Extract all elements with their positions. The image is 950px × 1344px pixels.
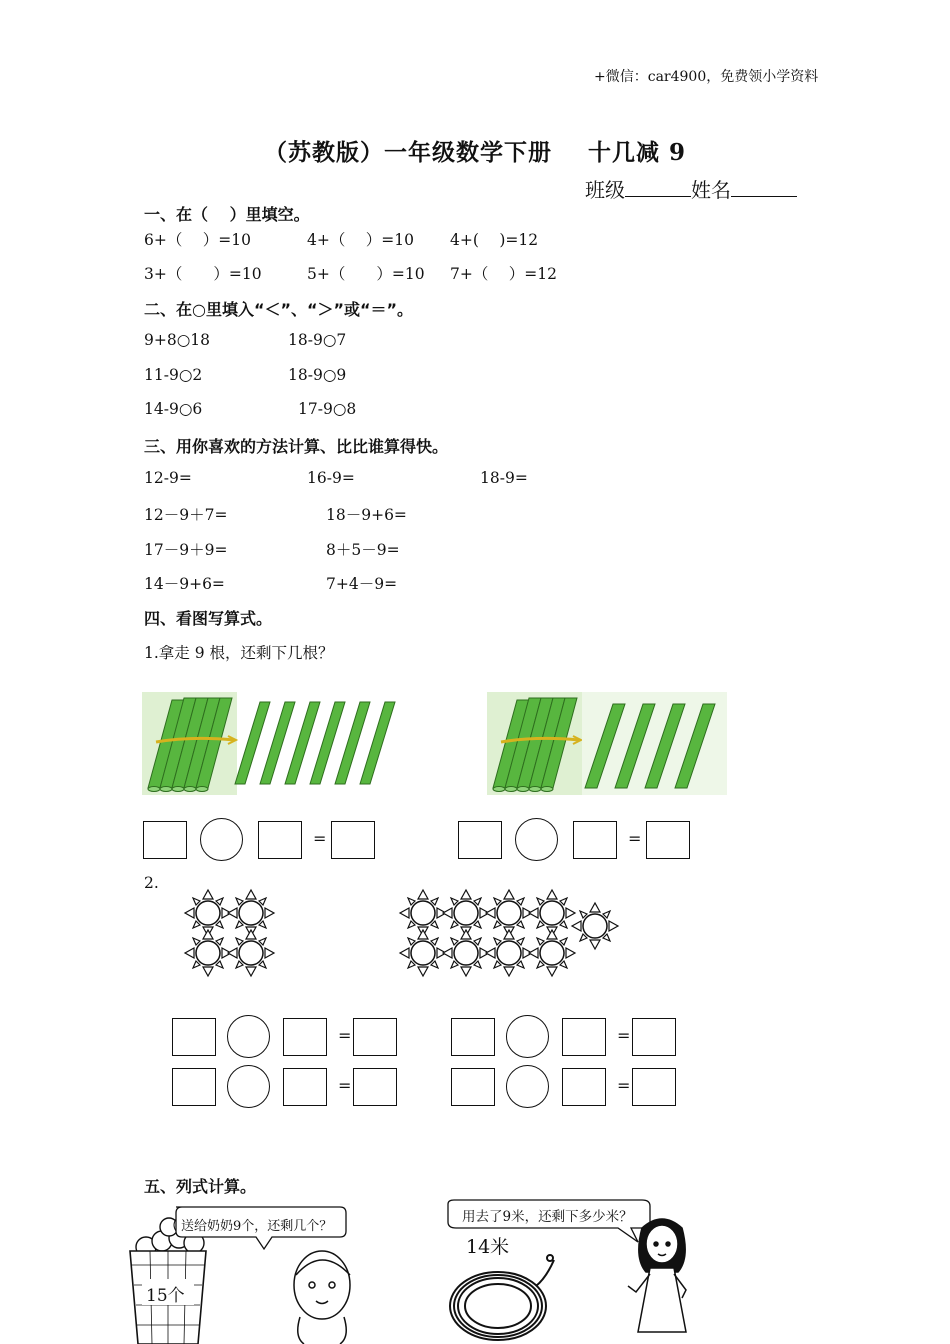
operator-circle[interactable] — [200, 818, 243, 861]
class-name-fields — [585, 174, 797, 203]
section-1-title: 一、在（ ）里填空。 — [144, 205, 310, 224]
answer-box[interactable] — [646, 821, 690, 859]
equals-sign: = — [338, 1076, 352, 1095]
loose-sticks — [235, 702, 395, 784]
answer-box[interactable] — [458, 821, 502, 859]
basket-label: 15个 — [146, 1286, 185, 1306]
s2-item: 17-9○8 — [298, 400, 357, 418]
name-label: 姓名 — [691, 178, 731, 202]
sun-icon — [486, 930, 532, 976]
bubble-text-1: 送给奶奶9个，还剩几个？ — [181, 1219, 333, 1234]
operator-circle[interactable] — [227, 1015, 270, 1058]
answer-box[interactable] — [283, 1068, 327, 1106]
s2-item: 18-9○7 — [288, 331, 347, 349]
answer-box[interactable] — [172, 1018, 216, 1056]
s1-item: 5+（ ）=10 — [307, 265, 425, 283]
sun-group-right — [395, 888, 625, 978]
sticks-picture-left — [142, 692, 404, 795]
answer-box[interactable] — [258, 821, 302, 859]
rope-coil-icon — [450, 1255, 554, 1340]
equals-sign: = — [617, 1076, 631, 1095]
operator-circle[interactable] — [506, 1015, 549, 1058]
name-blank[interactable] — [731, 178, 797, 197]
page-title — [264, 134, 686, 167]
s3-item: 8＋5－9= — [326, 541, 400, 559]
sun-icon — [185, 930, 231, 976]
answer-box[interactable] — [172, 1068, 216, 1106]
answer-box[interactable] — [353, 1068, 397, 1106]
s3-item: 18-9= — [480, 469, 528, 487]
section-3-title: 三、用你喜欢的方法计算、比比谁算得快。 — [144, 437, 449, 456]
s3-item: 12－9＋7= — [144, 506, 228, 524]
section-5-title: 五、列式计算。 — [144, 1177, 257, 1196]
operator-circle[interactable] — [506, 1065, 549, 1108]
girl-icon — [628, 1219, 686, 1332]
sun-icon — [443, 930, 489, 976]
girl-icon — [294, 1251, 350, 1344]
equals-sign: = — [628, 829, 642, 848]
sun-icon — [400, 930, 446, 976]
answer-box[interactable] — [331, 821, 375, 859]
sun-icon — [572, 903, 618, 949]
answer-box[interactable] — [632, 1068, 676, 1106]
s3-item: 12-9= — [144, 469, 192, 487]
s3-item: 18－9+6= — [326, 506, 407, 524]
q2-text: 2. — [144, 874, 159, 892]
answer-box[interactable] — [632, 1018, 676, 1056]
title-main: （苏教版）一年级数学下册 — [264, 139, 552, 166]
class-blank[interactable] — [625, 178, 691, 197]
class-label: 班级 — [585, 178, 625, 202]
s3-item: 17－9＋9= — [144, 541, 228, 559]
s3-item: 14－9+6= — [144, 575, 225, 593]
answer-box[interactable] — [283, 1018, 327, 1056]
s2-item: 11-9○2 — [144, 366, 203, 384]
s2-item: 14-9○6 — [144, 400, 203, 418]
section-4-title: 四、看图写算式。 — [144, 609, 273, 628]
operator-circle[interactable] — [515, 818, 558, 861]
answer-box[interactable] — [451, 1018, 495, 1056]
s3-item: 16-9= — [307, 469, 355, 487]
sun-group-left — [180, 888, 280, 978]
operator-circle[interactable] — [227, 1065, 270, 1108]
answer-box[interactable] — [562, 1068, 606, 1106]
equals-sign: = — [313, 829, 327, 848]
header-note: +微信：car4900，免费领小学资料 — [594, 69, 819, 85]
section-2-title: 二、在○里填入“＜”、“＞”或“＝”。 — [144, 300, 414, 319]
s1-item: 6+（ ）=10 — [144, 231, 251, 249]
sun-icon — [529, 930, 575, 976]
s1-item: 4+（ ）=10 — [307, 231, 414, 249]
s2-item: 18-9○9 — [288, 366, 347, 384]
s2-item: 9+8○18 — [144, 331, 210, 349]
bubble-text-2: 用去了9米，还剩下多少米？ — [462, 1209, 633, 1225]
answer-box[interactable] — [143, 821, 187, 859]
title-topic: 十几减 9 — [588, 139, 687, 166]
answer-box[interactable] — [451, 1068, 495, 1106]
sun-icon — [228, 930, 274, 976]
s1-item: 7+（ ）=12 — [450, 265, 557, 283]
answer-box[interactable] — [562, 1018, 606, 1056]
answer-box[interactable] — [573, 821, 617, 859]
equals-sign: = — [338, 1026, 352, 1045]
q1-text: 1.拿走 9 根，还剩下几根？ — [144, 644, 334, 662]
s3-item: 7+4－9= — [326, 575, 398, 593]
s1-item: 4+( )=12 — [450, 231, 539, 249]
sticks-picture-right — [487, 692, 727, 795]
s1-item: 3+（ ）=10 — [144, 265, 262, 283]
rope-label: 14米 — [466, 1236, 510, 1258]
equals-sign: = — [617, 1026, 631, 1045]
answer-box[interactable] — [353, 1018, 397, 1056]
